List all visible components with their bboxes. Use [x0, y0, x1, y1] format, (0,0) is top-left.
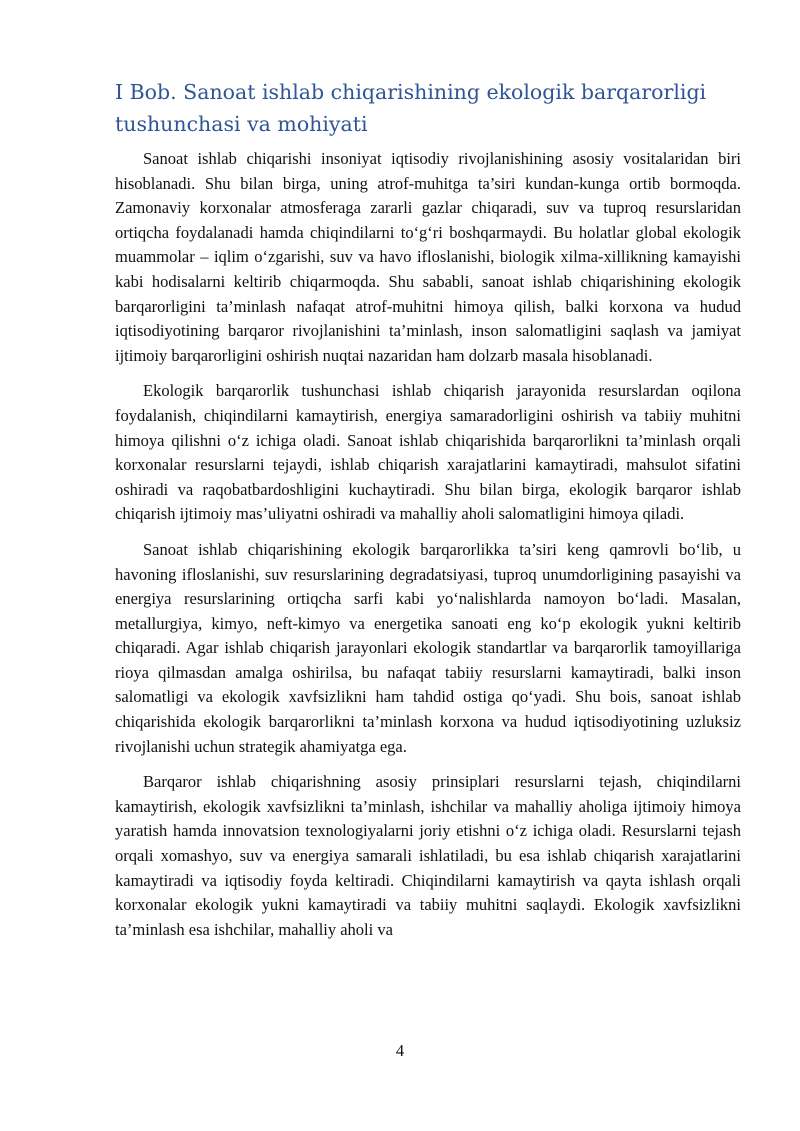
paragraph-4: Barqaror ishlab chiqarishning asosiy prinsiplari resurslarni tejash, chiqindilarni kamaytirish, ekologik xavfsizlikni ta’minlash, ishchilar va mahalliy aholiga ijtimoiy himoya yaratish hamda innovatsion texnologiyalarni joriy etishni o‘z ichiga oladi. Resurslarni tejash orqali xomashyo, suv va energiya samarali ishlatiladi, bu esa ishlab chiqarish xarajatlarini kamaytiradi va iqtisodiy foyda keltiradi. Chiqindilarni kamaytirish va qayta ishlash orqali korxonalar ekologik yukni kamaytiradi va tabiiy muhitni saqlaydi. Ekologik xavfsizlikni ta’minlash esa ishchilar, mahalliy aholi va	[115, 772, 741, 939]
paragraph-3: Sanoat ishlab chiqarishining ekologik barqarorlikka ta’siri keng qamrovli bo‘lib, u havoning ifloslanishi, suv resurslarining degradatsiyasi, tuproq unumdorligining pasayishi va energiya resurslarining ortiqcha sarfi kabi yo‘nalishlarda namoyon bo‘ladi. Masalan, metallurgiya, kimyo, neft-kimyo va energetika sanoati eng ko‘p ekologik yukni keltirib chiqaradi. Agar ishlab chiqarish jarayonlari ekologik standartlar va barqarorlik tamoyillariga rioya qilmasdan amalga oshirilsa, bu nafaqat tabiiy resurslarni kamaytiradi, balki inson salomatligi va ekologik xavfsizlikni ham tahdid ostiga qo‘yadi. Shu bois, sanoat ishlab chiqarishida ekologik barqarorlikni ta’minlash korxona va hudud iqtisodiyotining uzluksiz rivojlanishi uchun strategik ahamiyatga ega.	[115, 539, 741, 756]
chapter-heading: I Bob. Sanoat ishlab chiqarishining ekologik barqarorligi tushunchasi va mohiyati	[115, 80, 707, 136]
paragraph-1: Sanoat ishlab chiqarishi insoniyat iqtisodiy rivojlanishining asosiy vositalaridan biri hisoblanadi. Shu bilan birga, uning atrof-muhitga ta’siri kundan-kunga ortib bormoqda. Zamonaviy korxonalar atmosferaga zararli gazlar chiqaradi, suv va tuproq resurslaridan ortiqcha foydalanadi hamda chiqindilarni to‘g‘ri boshqarmaydi. Bu holatlar global ekologik muammolar – iqlim o‘zgarishi, suv va havo ifloslanishi, biologik xilma-xillikning kamayishi kabi hodisalarni keltirib chiqarmoqda. Shu sababli, sanoat ishlab chiqarishining ekologik barqarorligini ta’minlash nafaqat atrof-muhitni himoya qilish, balki korxona va hudud iqtisodiyotining barqaror rivojlanishini ta’minlash, inson salomatligini saqlash va jamiyat ijtimoiy barqarorligini oshirish nuqtai nazaridan ham dolzarb masala hisoblanadi.	[115, 149, 741, 365]
paragraph-2: Ekologik barqarorlik tushunchasi ishlab chiqarish jarayonida resurslardan oqilona foydalanish, chiqindilarni kamaytirish, energiya samaradorligini oshirish va tabiiy muhitni himoya qilishni o‘z ichiga oladi. Sanoat ishlab chiqarishida barqarorlikni ta’minlash orqali korxonalar resurslarni tejaydi, ishlab chiqarish xarajatlarini kamaytiradi, mahsulot sifatini oshiradi va raqobatbardoshligini kuchaytiradi. Shu bilan birga, ekologik barqaror ishlab chiqarish ijtimoiy mas’uliyatni oshiradi va mahalliy aholi salomatligini himoya qiladi.	[115, 381, 741, 524]
body-text	[115, 147, 741, 953]
page-number: 4	[395, 1041, 405, 1060]
